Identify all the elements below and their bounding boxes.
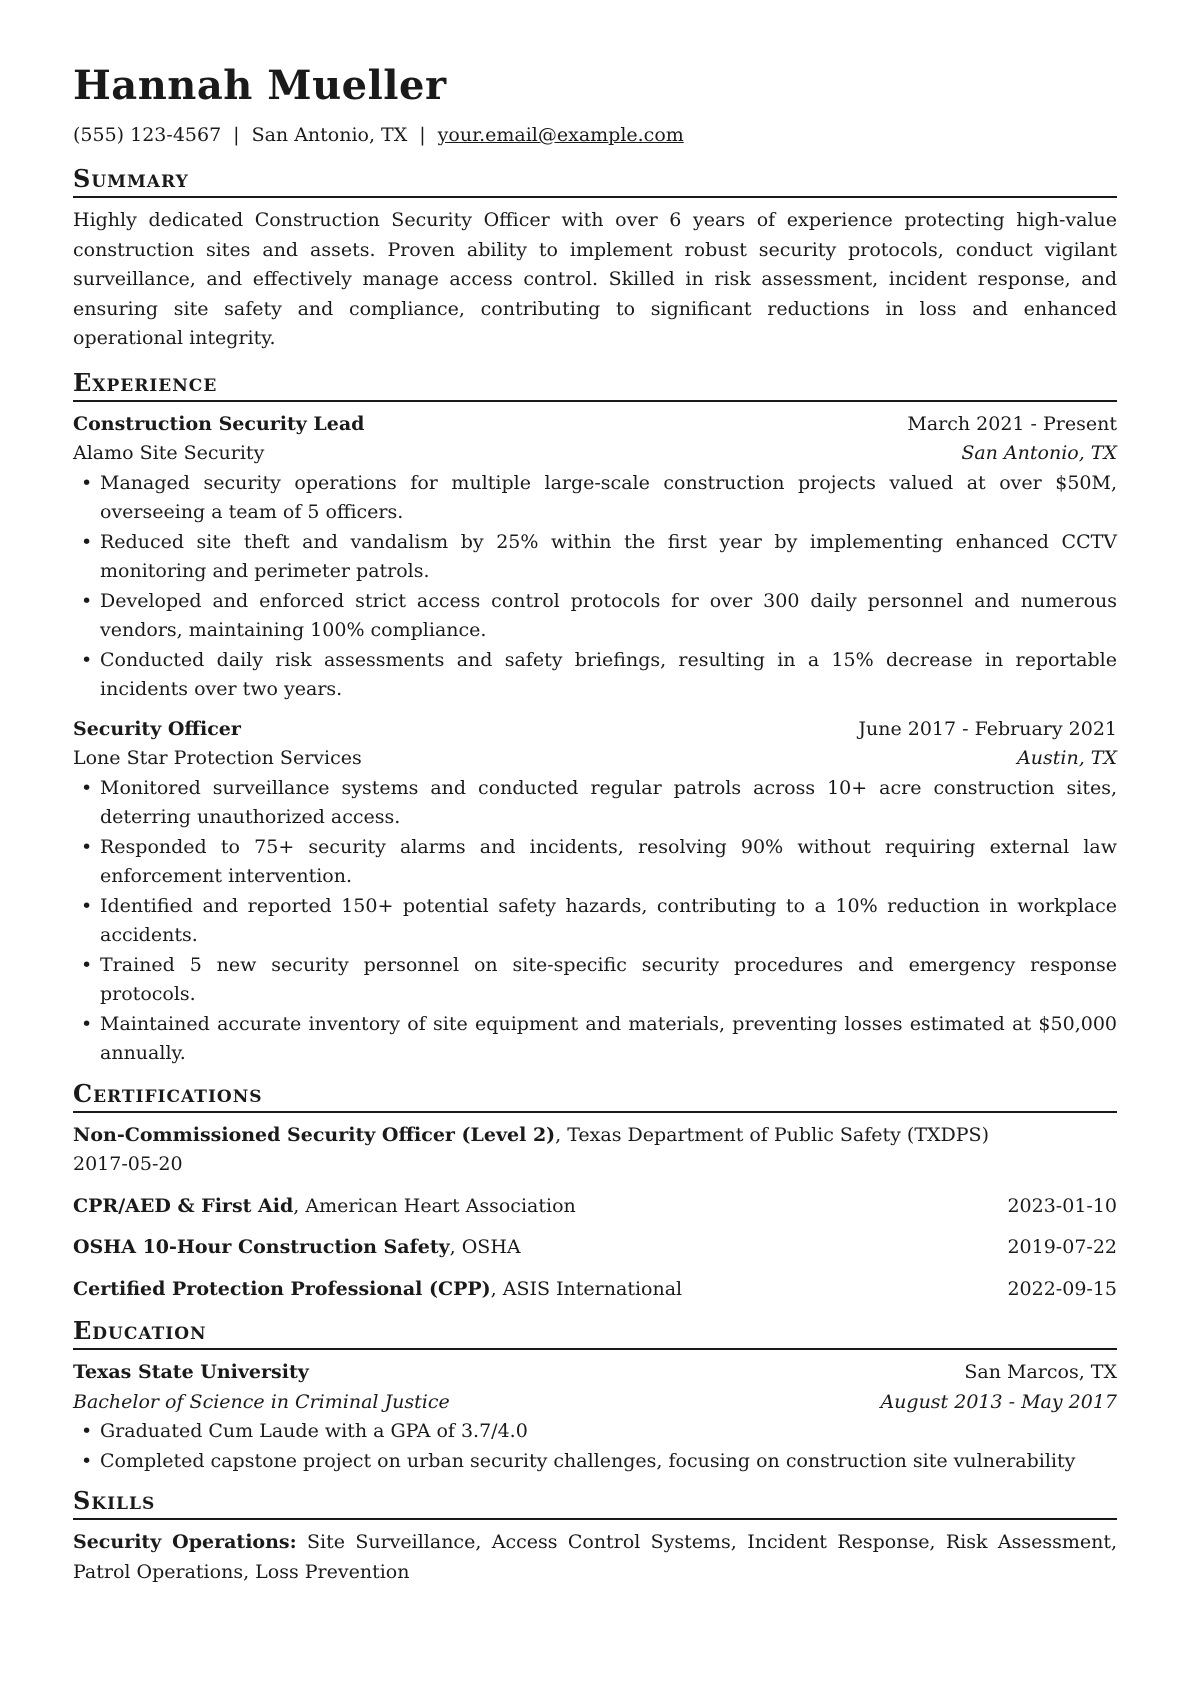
skills-category: Security Operations: bbox=[73, 1531, 297, 1553]
skills-heading: Skills bbox=[73, 1486, 1117, 1520]
summary-text: Highly dedicated Construction Security Officer with over 6 years of experience protecting high-value construction sites and assets. Proven ability to implement robust security protocols, conduct vigilant surveillance, and effectively manage access control. Skilled in risk assessment, incident response, and ensuring site safety and compliance, contributing to significant reductions in loss and enhanced operational integrity. bbox=[73, 209, 1117, 349]
bullet-item: • Monitored surveillance systems and conducted regular patrols across 10+ acre construction sites, deterring unauthorized access. bbox=[73, 774, 1117, 833]
certification-line bbox=[73, 1192, 1117, 1222]
job-entry bbox=[73, 715, 1117, 1069]
job-title: Security Officer bbox=[73, 717, 241, 740]
experience-heading: Experience bbox=[73, 368, 1117, 402]
certification-line bbox=[73, 1275, 1117, 1305]
certification-line bbox=[73, 1121, 1117, 1151]
education-heading: Education bbox=[73, 1316, 1117, 1350]
degree-name: Bachelor of Science in Criminal Justice bbox=[73, 1390, 450, 1413]
certification-left bbox=[73, 1275, 682, 1305]
company-name: Alamo Site Security bbox=[73, 442, 265, 464]
job-dates: June 2017 - February 2021 bbox=[858, 717, 1117, 740]
bullet-item: • Developed and enforced strict access control protocols for over 300 daily personnel and numerous vendors, maintaining 100% compliance. bbox=[73, 587, 1117, 646]
bullet-item: • Identified and reported 150+ potential safety hazards, contributing to a 10% reduction in workplace accidents. bbox=[73, 892, 1117, 951]
location-text: San Antonio, TX bbox=[251, 124, 408, 146]
contact-separator: | bbox=[233, 124, 240, 146]
company-name: Lone Star Protection Services bbox=[73, 747, 362, 769]
certification-issuer: , OSHA bbox=[449, 1236, 521, 1258]
job-company-row bbox=[73, 744, 1117, 774]
bullet-item: • Reduced site theft and vandalism by 25% within the first year by implementing enhanced CCTV monitoring and perimeter patrols. bbox=[73, 528, 1117, 587]
skills-line bbox=[73, 1528, 1117, 1587]
certification-name: OSHA 10-Hour Construction Safety bbox=[73, 1236, 450, 1258]
job-entry bbox=[73, 410, 1117, 705]
certifications-heading: Certifications bbox=[73, 1079, 1117, 1113]
certification-date: 2017-05-20 bbox=[73, 1153, 183, 1175]
certification-left bbox=[73, 1192, 576, 1222]
experience-list bbox=[73, 410, 1117, 1069]
certification-name: Non-Commissioned Security Officer (Level 2) bbox=[73, 1123, 556, 1146]
certification-item bbox=[73, 1121, 1117, 1180]
job-header-row bbox=[73, 410, 1117, 440]
bullet-item: • Trained 5 new security personnel on site-specific security procedures and emergency response protocols. bbox=[73, 951, 1117, 1010]
contact-line bbox=[73, 122, 1117, 148]
certification-line bbox=[73, 1233, 1117, 1263]
certification-date: 2019-07-22 bbox=[1007, 1236, 1117, 1258]
bullet-item: • Graduated Cum Laude with a GPA of 3.7/4.0 bbox=[73, 1417, 1117, 1447]
certification-item bbox=[73, 1192, 1117, 1222]
bullet-item: • Maintained accurate inventory of site equipment and materials, preventing losses estimated at $50,000 annually. bbox=[73, 1010, 1117, 1069]
certification-date: 2023-01-10 bbox=[1007, 1194, 1117, 1217]
certification-name: CPR/AED & First Aid bbox=[73, 1194, 294, 1217]
job-header-row bbox=[73, 715, 1117, 745]
job-dates: March 2021 - Present bbox=[907, 412, 1117, 435]
skills-list: Site Surveillance, Access Control Systems, Incident Response, Risk Assessment, Patrol Operations, Loss Prevention bbox=[73, 1531, 1117, 1583]
bullet-item: • Completed capstone project on urban security challenges, focusing on construction site vulnerability bbox=[73, 1447, 1117, 1477]
certification-issuer: , American Heart Association bbox=[293, 1194, 576, 1217]
job-bullets bbox=[73, 469, 1117, 705]
school-name: Texas State University bbox=[73, 1361, 309, 1383]
certification-issuer: , Texas Department of Public Safety (TXDPS) bbox=[555, 1123, 989, 1146]
certification-item bbox=[73, 1233, 1117, 1263]
candidate-name: Hannah Mueller bbox=[73, 62, 447, 109]
education-bullets bbox=[73, 1417, 1117, 1476]
job-company-row bbox=[73, 439, 1117, 469]
job-title: Construction Security Lead bbox=[73, 412, 365, 435]
education-dates: August 2013 - May 2017 bbox=[880, 1390, 1117, 1413]
certification-left bbox=[73, 1233, 521, 1263]
bullet-item: • Conducted daily risk assessments and safety briefings, resulting in a 15% decrease in reportable incidents over two years. bbox=[73, 646, 1117, 705]
school-location: San Marcos, TX bbox=[964, 1361, 1117, 1383]
certification-date: 2022-09-15 bbox=[1007, 1277, 1117, 1300]
contact-separator: | bbox=[419, 124, 426, 146]
certification-item bbox=[73, 1275, 1117, 1305]
job-location: San Antonio, TX bbox=[961, 442, 1117, 464]
education-entry bbox=[73, 1358, 1117, 1476]
job-location: Austin, TX bbox=[1017, 747, 1117, 769]
bullet-item: • Responded to 75+ security alarms and incidents, resolving 90% without requiring external law enforcement intervention. bbox=[73, 833, 1117, 892]
bullet-item: • Managed security operations for multiple large-scale construction projects valued at over $50M, overseeing a team of 5 officers. bbox=[73, 469, 1117, 528]
summary-heading: Summary bbox=[73, 164, 1117, 198]
certification-issuer: , ASIS International bbox=[490, 1277, 683, 1300]
job-bullets bbox=[73, 774, 1117, 1069]
email-link[interactable]: your.email@example.com bbox=[437, 124, 684, 146]
certification-list bbox=[73, 1121, 1117, 1305]
phone-number: (555) 123-4567 bbox=[73, 124, 222, 146]
certification-name: Certified Protection Professional (CPP) bbox=[73, 1277, 491, 1300]
